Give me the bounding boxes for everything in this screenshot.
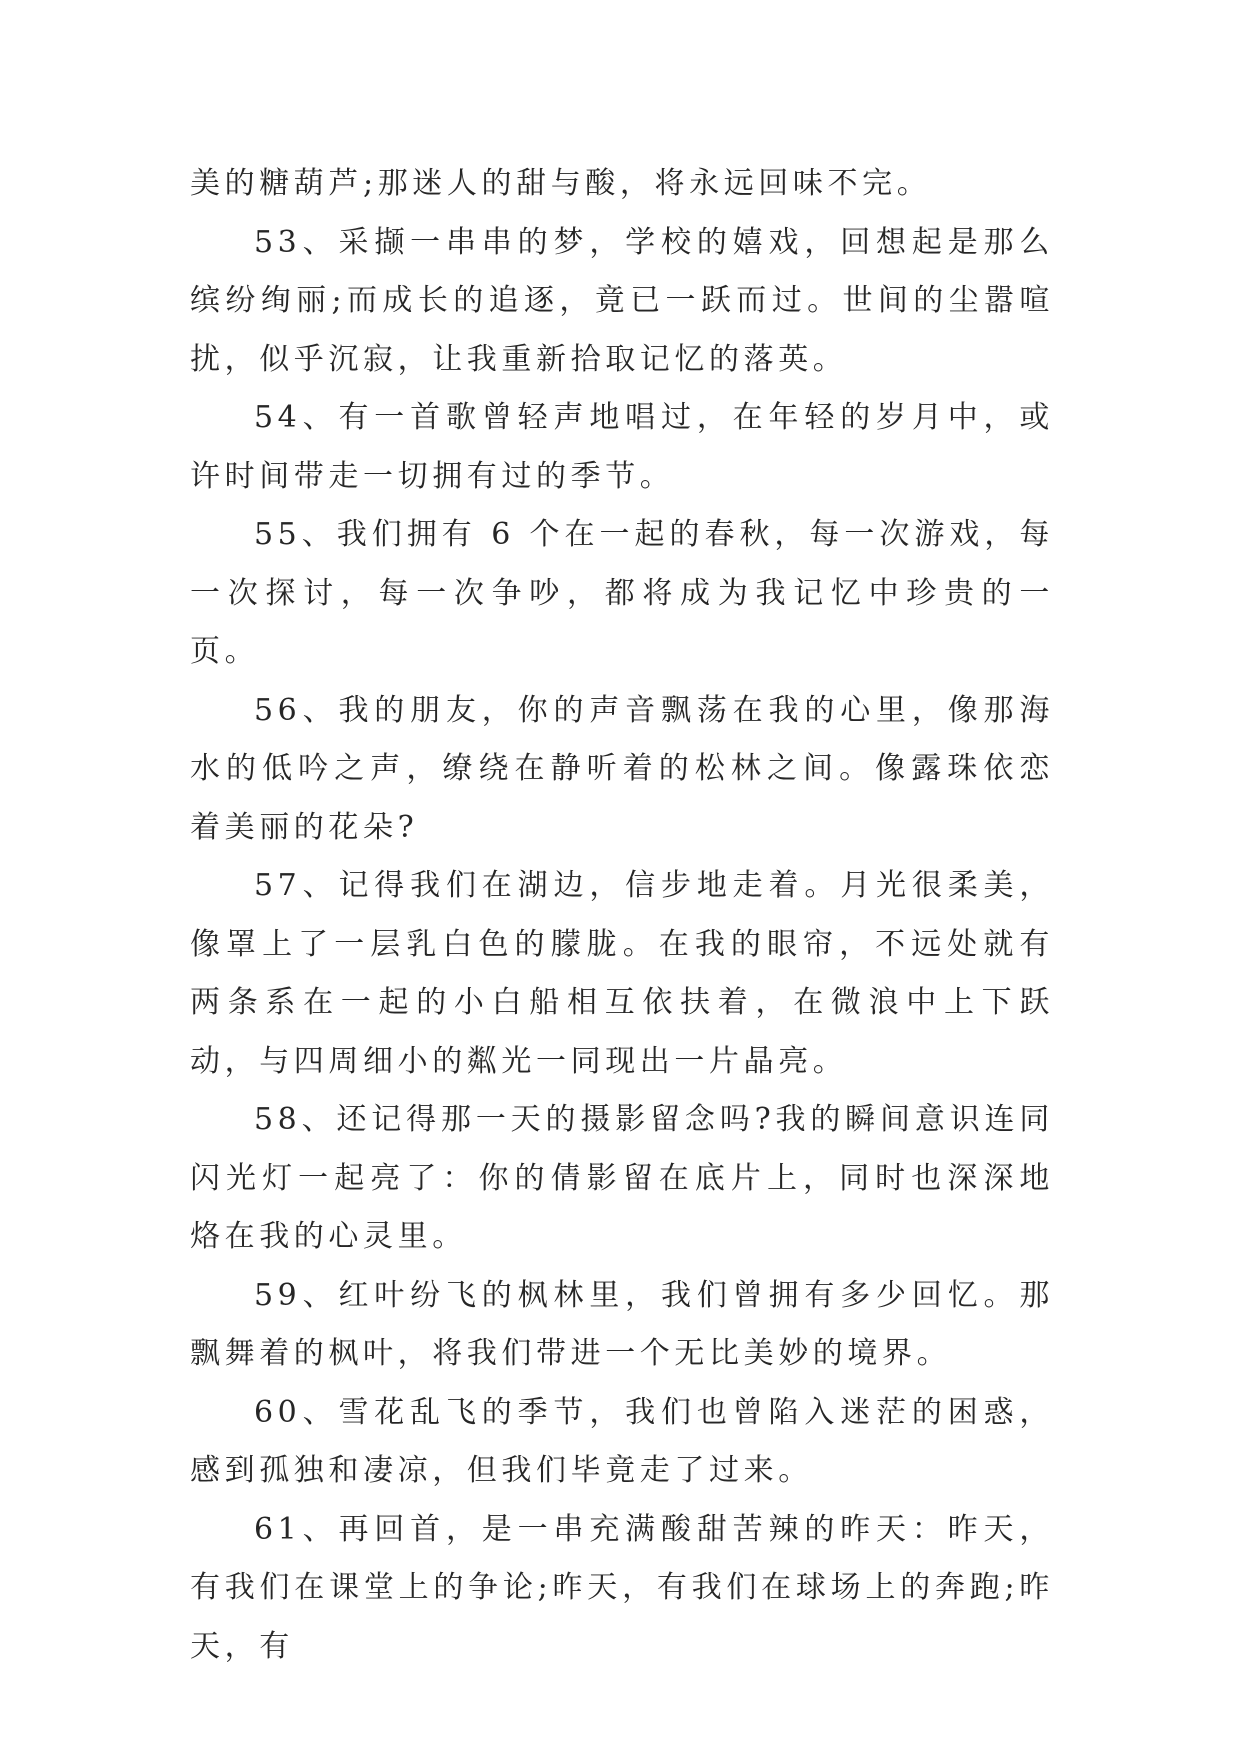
paragraph-continuation: 美的糖葫芦;那迷人的甜与酸，将永远回味不完。 bbox=[190, 166, 932, 201]
paragraph-57: 57、记得我们在湖边，信步地走着。月光很柔美，像罩上了一层乳白色的朦胧。在我的眼帘，不远处就有两条系在一起的小白船相互依扶着，在微浪中上下跃动，与四周细小的粼光一同现出一片晶亮。 bbox=[190, 868, 1054, 1079]
paragraph-58: 58、还记得那一天的摄影留念吗?我的瞬间意识连同闪光灯一起亮了：你的倩影留在底片上，同时也深深地烙在我的心灵里。 bbox=[190, 1102, 1054, 1254]
paragraph-53: 53、采撷一串串的梦，学校的嬉戏，回想起是那么缤纷绚丽;而成长的追逐，竟已一跃而过。世间的尘嚣喧扰，似乎沉寂，让我重新拾取记忆的落英。 bbox=[190, 224, 1054, 377]
paragraph-59: 59、红叶纷飞的枫林里，我们曾拥有多少回忆。那飘舞着的枫叶，将我们带进一个无比美妙的境界。 bbox=[190, 1277, 1054, 1371]
paragraph-55: 55、我们拥有 6 个在一起的春秋，每一次游戏，每一次探讨，每一次争吵，都将成为我记忆中珍贵的一页。 bbox=[190, 517, 1054, 669]
paragraph-54: 54、有一首歌曾轻声地唱过，在年轻的岁月中，或许时间带走一切拥有过的季节。 bbox=[190, 400, 1054, 494]
paragraph-56: 56、我的朋友，你的声音飘荡在我的心里，像那海水的低吟之声，缭绕在静听着的松林之间。像露珠依恋着美丽的花朵? bbox=[190, 692, 1054, 845]
document-body bbox=[190, 155, 1054, 1676]
paragraph-60: 60、雪花乱飞的季节，我们也曾陷入迷茫的困惑，感到孤独和凄凉，但我们毕竟走了过来。 bbox=[190, 1394, 1054, 1488]
paragraph-61: 61、再回首，是一串充满酸甜苦辣的昨天：昨天，有我们在课堂上的争论;昨天，有我们在球场上的奔跑;昨天，有 bbox=[190, 1511, 1054, 1664]
